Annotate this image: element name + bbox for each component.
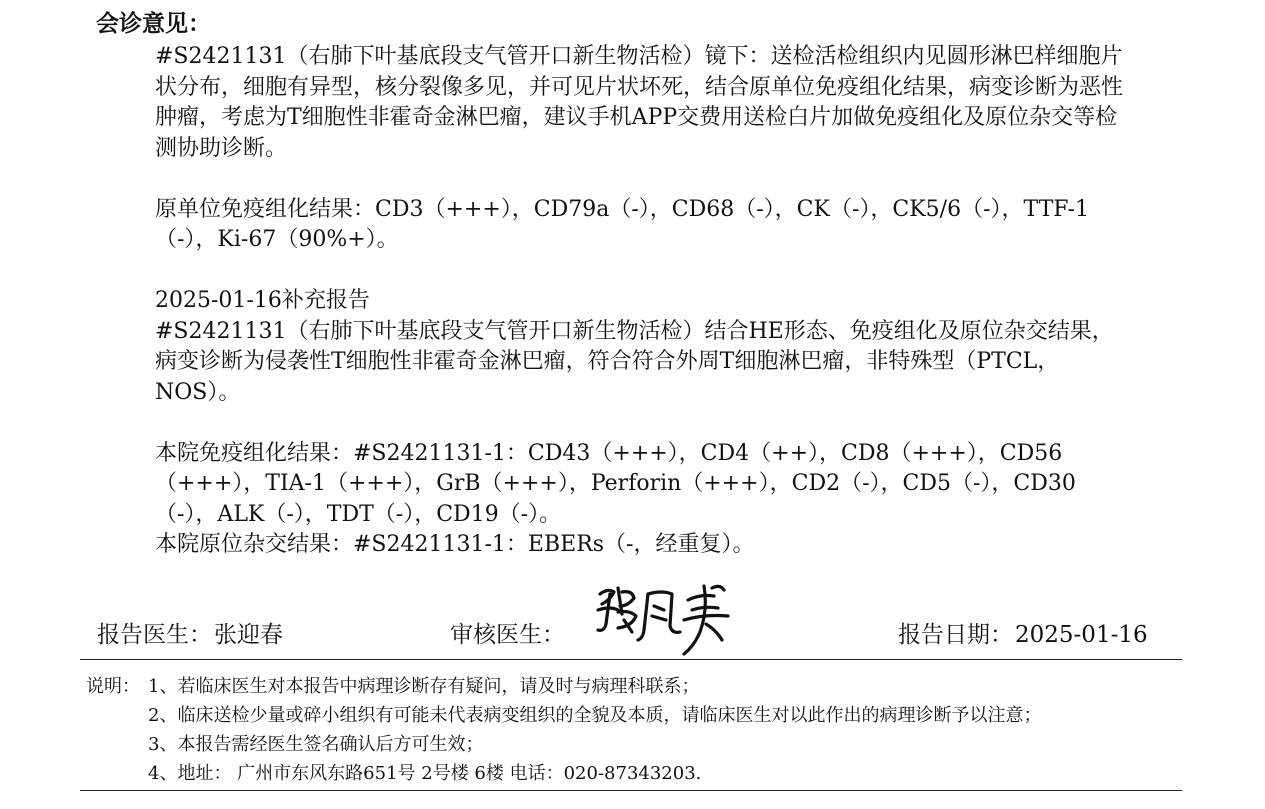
- report-date-label: 报告日期：: [898, 622, 1013, 648]
- report-doctor-label: 报告医生：: [97, 622, 212, 648]
- note-item: [86, 730, 1236, 759]
- report-doctor: [97, 618, 283, 652]
- note-text: 1、若临床医生对本报告中病理诊断存有疑问，请及时与病理科联系；: [148, 676, 700, 697]
- divider-bottom: [80, 790, 1182, 791]
- report-date: [898, 618, 1148, 652]
- report-date-value: 2025-01-16: [1015, 622, 1148, 648]
- review-doctor-label: 审核医生：: [450, 622, 565, 648]
- note-item: [86, 759, 1236, 788]
- divider-top: [80, 659, 1182, 660]
- hospital-ihc-paragraph: 本院免疫组化结果：#S2421131-1：CD43（+++），CD4（++），CD8（+++），CD56（+++），TIA-1（+++），GrB（+++），Perforin（+++），CD2（-），CD5（-），CD30（-），ALK（-），TDT（-），CD19（-）。: [155, 440, 1076, 527]
- report-notes: [86, 672, 1236, 788]
- consult-opinion-title: 会诊意见：: [96, 11, 211, 37]
- note-text: 4、地址： 广州市东风东路651号 2号楼 6楼 电话：020-87343203.: [148, 763, 702, 784]
- microscopy-paragraph: #S2421131（右肺下叶基底段支气管开口新生物活检）镜下：送检活检组织内见圆形淋巴样细胞片状分布，细胞有异型，核分裂像多见，并可见片状坏死，结合原单位免疫组化结果，病变诊断为恶性肿瘤，考虑为T细胞性非霍奇金淋巴瘤，建议手机APP交费用送检白片加做免疫组化及原位杂交等检测协助诊断。: [155, 44, 1124, 161]
- note-text: 2、临床送检少量或碎小组织有可能未代表病变组织的全貌及本质，请临床医生对以此作出的病理诊断予以注意；: [148, 705, 1042, 726]
- note-item: [86, 701, 1236, 730]
- supplement-report-heading: 2025-01-16补充报告: [155, 288, 370, 313]
- hospital-ish-paragraph: 本院原位杂交结果：#S2421131-1：EBERs（-，经重复）。: [155, 532, 755, 557]
- review-doctor: [450, 618, 565, 652]
- original-ihc-paragraph: 原单位免疫组化结果：CD3（+++），CD79a（-），CD68（-），CK（-），CK5/6（-），TTF-1（-），Ki-67（90%+）。: [155, 196, 1089, 252]
- consult-opinion-body: [155, 42, 1125, 561]
- note-item: [86, 672, 1236, 701]
- signature-row: [0, 618, 1265, 652]
- supplement-diagnosis-paragraph: #S2421131（右肺下叶基底段支气管开口新生物活检）结合HE形态、免疫组化及原位杂交结果，病变诊断为侵袭性T细胞性非霍奇金淋巴瘤，符合符合外周T细胞淋巴瘤，非特殊型（PTCL，NOS）。: [155, 318, 1114, 405]
- notes-lead: 说明：: [86, 676, 140, 697]
- note-text: 3、本报告需经医生签名确认后方可生效；: [148, 734, 484, 755]
- report-doctor-name: 张迎春: [214, 622, 283, 648]
